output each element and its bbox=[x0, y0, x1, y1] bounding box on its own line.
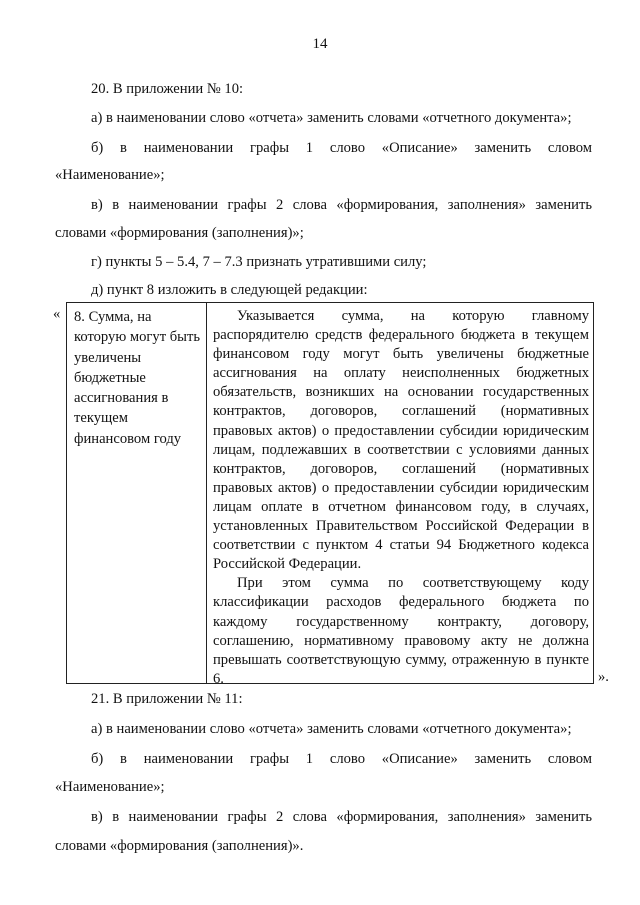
section-20-item-d: д) пункт 8 изложить в следующей редакции: bbox=[91, 282, 368, 298]
description-paragraph-2: При этом сумма по соответствующему коду классификации расходов федерального бюджета по каждому государственному контракту, договору, соглашению, нормативному правовому акту не должна превышать соответствующую сумму, отраженную в пункте 6. bbox=[213, 575, 589, 687]
section-21-item-v-line1: в) в наименовании графы 2 слова «формирования, заполнения» заменить bbox=[91, 809, 592, 825]
opening-quote: « bbox=[53, 306, 61, 322]
section-21-item-b-line2: «Наименование»; bbox=[55, 779, 165, 795]
section-20-item-v-line1: в) в наименовании графы 2 слова «формирования, заполнения» заменить bbox=[91, 197, 592, 213]
description-paragraph-1: Указывается сумма, на которую главному распорядителю средств федерального бюджета в текущем финансовом году могут быть увеличены бюджетные ассигнования на оплату неисполненных бюджетных обязательств, возникших на основании государственных контрактов, договоров, соглашений (нормативных правовых актов) о предоставлении субсидии юридическим лицам, подлежавших в соответствии с условиями данных контрактов, договоров, соглашений (нормативных правовых актов) о предоставлении субсидии юридическим лицам оплате в отчетном финансовом году, в случаях, установленных Правительством Российской Федерации в соответствии с пунктом 4 статьи 94 Бюджетного кодекса Российской Федерации. bbox=[213, 308, 589, 573]
table-cell-item-name: 8. Сумма, на которую могут быть увеличены бюджетные ассигнования в текущем финансовом году bbox=[74, 309, 200, 447]
section-21-item-v-line2: словами «формирования (заполнения)». bbox=[55, 838, 304, 854]
section-20-item-b-line2: «Наименование»; bbox=[55, 167, 165, 183]
table-cell-description bbox=[213, 307, 589, 689]
section-20-item-g: г) пункты 5 – 5.4, 7 – 7.3 признать утратившими силу; bbox=[91, 254, 427, 270]
section-21-item-a: а) в наименовании слово «отчета» заменить словами «отчетного документа»; bbox=[91, 721, 572, 737]
closing-quote: ». bbox=[598, 669, 609, 685]
section-20-item-v-line2: словами «формирования (заполнения)»; bbox=[55, 225, 304, 241]
amendment-table bbox=[66, 302, 594, 687]
section-20-item-b-line1: б) в наименовании графы 1 слово «Описание» заменить словом bbox=[91, 140, 592, 156]
section-21-heading: 21. В приложении № 11: bbox=[91, 691, 243, 707]
section-20-item-a: а) в наименовании слово «отчета» заменить словами «отчетного документа»; bbox=[91, 110, 572, 126]
page-number: 14 bbox=[312, 36, 328, 52]
table-column-divider bbox=[206, 303, 207, 683]
section-20-heading: 20. В приложении № 10: bbox=[91, 81, 244, 97]
section-21-item-b-line1: б) в наименовании графы 1 слово «Описание» заменить словом bbox=[91, 751, 592, 767]
